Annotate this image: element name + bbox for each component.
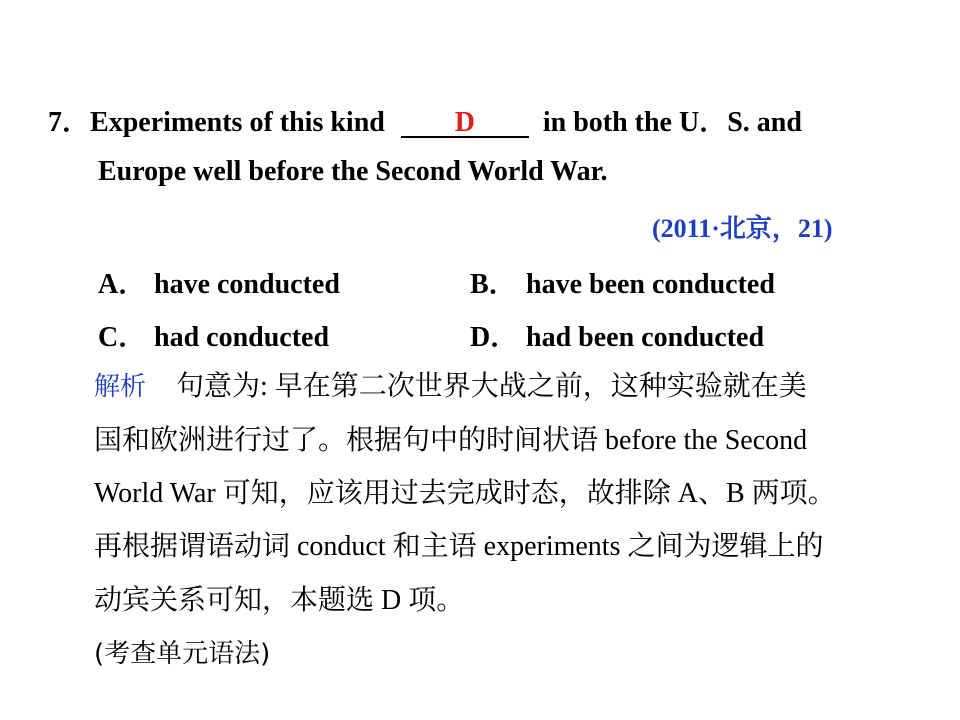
option-letter: A．	[98, 269, 147, 300]
explanation-line-1	[94, 364, 807, 404]
question-text-before-blank: Experiments of this kind	[90, 107, 385, 138]
explanation-topic: (考查单元语法)	[94, 639, 271, 669]
option-text: have been conducted	[526, 269, 775, 300]
option-text: had conducted	[154, 322, 330, 353]
question-stem-line-2: Europe well before the Second World War.	[98, 156, 608, 187]
option-b	[470, 262, 775, 302]
question-text-after-blank: in both the U．S. and	[542, 107, 802, 138]
option-letter: B．	[470, 269, 517, 300]
option-text: have conducted	[154, 269, 340, 300]
option-letter: D．	[470, 322, 519, 353]
question-source: (2011·北京，21)	[652, 214, 833, 243]
answer-blank: D	[401, 110, 529, 138]
option-d	[470, 315, 764, 355]
option-text: had been conducted	[526, 322, 765, 353]
explanation-text: 句意为: 早在第二次世界大战之前，这种实验就在美	[176, 371, 807, 402]
option-letter: C．	[98, 322, 147, 353]
explanation-line-3: World War 可知，应该用过去完成时态，故排除 A、B 两项。	[94, 478, 836, 509]
explanation-line-4: 再根据谓语动词 conduct 和主语 experiments 之间为逻辑上的	[94, 531, 824, 562]
explanation-line-5: 动宾关系可知，本题选 D 项。	[94, 585, 465, 616]
explanation-line-2: 国和欧洲进行过了。根据句中的时间状语 before the Second	[94, 425, 808, 456]
option-c	[98, 315, 329, 355]
question-number: 7．	[48, 107, 91, 138]
explanation-label: 解析	[94, 372, 147, 402]
option-a	[98, 262, 340, 302]
question-stem-line-1	[48, 100, 802, 140]
